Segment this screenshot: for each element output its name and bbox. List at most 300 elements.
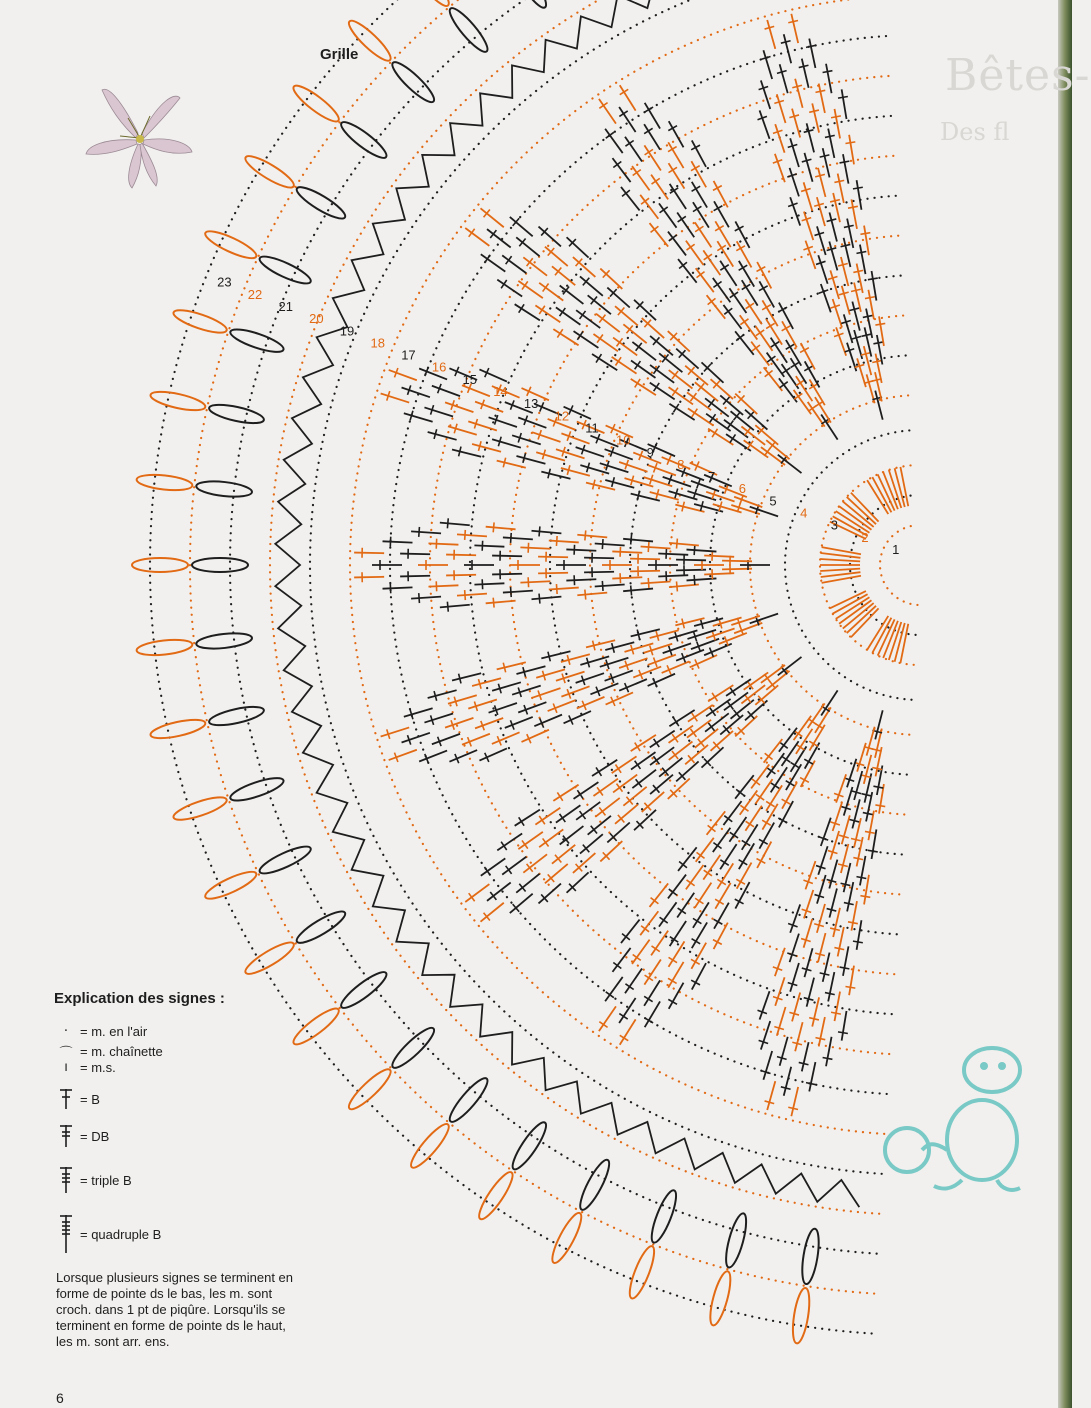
stitch-bar [713,282,721,288]
stitch-post [472,678,501,686]
stitch-post [449,750,477,762]
stitch-bar [625,141,633,147]
stitch-post [767,20,775,49]
stitch-post [505,717,533,728]
stitch-post [605,670,633,680]
stitch-bar [615,357,621,365]
stitch-post [676,650,704,661]
stitch-bar [619,1014,627,1019]
stitch-bar [756,794,764,800]
stitch-post [802,59,809,88]
puff-stitch [508,0,551,11]
stitch-bar [493,598,494,608]
stitch-bar [677,581,678,591]
stitch-post [819,84,825,113]
stitch-post [595,543,625,545]
stitch-post [868,811,874,840]
puff-stitch [202,227,259,263]
stitch-post [842,1011,847,1041]
stitch-post [552,845,575,864]
stitch-bar [447,602,448,612]
stitch-bar [673,718,678,726]
stitch-post [404,708,433,716]
stitch-bar [669,167,677,172]
stitch-bar [815,1038,825,1040]
stitch-post [381,727,410,736]
legend-item-b [58,1088,100,1110]
legend-label: = quadruple B [80,1226,162,1242]
stitch-post [854,818,861,847]
stitch-bar [484,867,490,875]
stitch-bar [845,142,855,144]
stitch-bar [694,575,695,585]
stitch-wedges [354,14,908,1116]
stitch-post [532,688,560,698]
stitch-post [791,14,798,43]
stitch-post [857,264,863,293]
stitch-post [857,920,862,950]
stitch-bar [873,342,883,344]
stitch-post [696,838,714,862]
stitch-post [389,750,417,760]
stitch-post [696,268,714,292]
puff-stitch [790,1287,813,1345]
puff-stitch [575,1157,613,1213]
stitch-post [833,908,840,937]
stitch-post [607,823,629,843]
stitch-bar [799,1062,809,1064]
chain-ring [350,0,884,1134]
puff-stitch [647,1188,681,1245]
stitch-bar [834,948,844,950]
stitch-bar [633,170,641,176]
stitch-post [586,483,615,490]
stitch-bar [767,768,775,774]
stitch-post [536,452,565,460]
stitch-bar [868,850,878,852]
stitch-post [866,792,872,821]
legend-item-slip [58,1042,163,1061]
stitch-post [836,774,846,802]
round-numbers [217,275,899,557]
round-number: 20 [309,311,324,327]
stitch-post [704,555,734,556]
stitch-post [596,798,620,816]
stitch-post [642,318,664,338]
stitch-bar [809,1018,819,1020]
stitch-post [833,803,842,832]
stitch-post [536,669,565,677]
stitch-bar [668,147,677,152]
stitch-post [779,303,793,329]
stitch-bar [853,941,863,943]
legend-label: = m. chaînette [80,1044,163,1059]
stitch-post [623,787,646,806]
stitch-bar [825,135,835,137]
background-heading: Bêtes- [945,50,1091,101]
stitch-post [538,573,568,574]
stitch-bar [851,289,861,291]
round-number: 1 [892,542,900,557]
puff-stitch [722,1212,750,1270]
stitch-post [472,444,501,452]
stitch-post [383,541,413,542]
fan-stitch [820,569,860,571]
stitch-bar [771,783,779,788]
stitch-post [492,682,521,690]
stitch-post [503,537,533,539]
stitch-bar [782,368,790,374]
stitch-post [518,702,546,712]
stitch-post [662,457,690,469]
stitch-post [580,834,603,853]
stitch-post [588,816,611,835]
stitch-post [428,690,457,698]
stitch-bar [856,252,866,254]
stitch-bar [501,842,507,850]
round-number: 15 [462,371,477,387]
stitch-bar [539,594,540,604]
stitch-post [844,314,853,343]
stitch-post [817,904,825,933]
stitch-post [779,801,793,827]
stitch-post [804,890,813,919]
stitch-post [757,262,771,288]
stitch-bar [851,838,861,840]
stitch-post [760,991,770,1019]
stitch-bar [419,593,420,603]
stitch-post [633,667,661,678]
stitch-post [678,847,697,871]
stitch-post [510,217,533,236]
stitch-bar [635,379,640,387]
stitch-post [532,432,560,442]
stitch-bar [766,801,774,806]
stitch-post [400,576,430,577]
stitch-bar [645,149,653,154]
puff-stitch [508,1119,551,1173]
puff-stitch [293,907,348,948]
puff-stitch [196,479,253,499]
stitch-post [448,695,477,703]
stitch-post [648,655,676,665]
stitch-post [804,212,813,241]
stitch-bar [602,581,603,591]
stitch-post [857,837,863,866]
stitch-post [411,597,441,599]
stitch-bar [860,896,870,898]
stitch-post [615,804,638,823]
stitch-bar [585,530,586,540]
stitch-post [833,299,842,328]
stitch-post [612,158,630,182]
stitch-bar [539,526,540,536]
stitch-post [448,426,477,434]
stitch-bar [644,996,652,1001]
stitch-bar [840,967,850,969]
stitch-post [486,527,516,530]
stitch-post [402,387,430,397]
stitch-post [662,661,690,673]
legend-item-sc [58,1060,116,1075]
stitch-post [552,266,575,285]
stitch-bar [780,742,788,748]
stitch-post [631,494,660,501]
stitch-post [777,1007,786,1036]
round-number: 17 [401,347,416,363]
triple-cross-icon [58,1166,74,1194]
stitch-bar [543,838,549,846]
stitch-bar [809,110,819,112]
legend-label: = triple B [80,1172,132,1188]
stitch-post [595,585,625,587]
stitch-bar [606,992,614,998]
stitch-bar [796,744,804,749]
stitch-post [445,718,473,728]
stitch-bar [806,1083,816,1085]
stitch-post [561,654,590,662]
puff-stitch [388,1023,438,1072]
stitch-post [669,983,684,1009]
stitch-post [534,715,562,727]
stitch-bar [648,578,649,588]
stitch-post [707,295,726,319]
stitch-bar [739,860,748,865]
stitch-bar [704,254,712,260]
stitch-bar [672,388,678,396]
round-number: 8 [677,456,685,472]
stitch-post [479,748,506,760]
round-number: 5 [769,493,777,509]
stitch-post [612,577,642,578]
puff-stitch [625,1244,659,1301]
stitch-post [623,324,646,343]
stitch-post [669,543,699,546]
stitch-bar [715,226,724,231]
stitch-post [804,948,812,977]
legend-label: = m. en l'air [80,1024,148,1039]
stitch-post [841,257,848,286]
stitch-post [389,370,417,380]
stitch-post [790,904,800,932]
stitch-post [650,365,674,383]
stitch-post [631,629,660,636]
stitch-post [605,642,634,650]
stitch-post [767,1081,775,1110]
puff-stitch [345,1065,395,1114]
puff-stitch [228,774,286,805]
stitch-bar [615,764,621,772]
stitch-bar [648,542,649,552]
stitch-post [775,124,784,153]
stitch-post [577,593,607,596]
stitch-bar [853,858,863,860]
stitch-post [842,286,850,315]
stitch-bar [660,917,668,923]
stitch-bar [742,284,750,289]
stitch-post [823,953,830,982]
stitch-post [446,575,476,576]
single-cross-icon [58,1088,74,1110]
stitch-bar [597,335,603,343]
stitch-post [650,747,674,765]
stitch-post [775,948,785,976]
stitch-bar [596,767,601,775]
background-subheading: Des fl [940,118,1010,146]
stitch-post [502,857,526,875]
stitch-bar [692,186,701,191]
stitch-post [354,553,384,554]
stitch-post [804,182,813,211]
puff-stitch [171,793,229,824]
stitch-post [757,842,771,868]
puff-stitch [799,1228,822,1286]
stitch-bar [791,362,799,367]
stitch-bar [519,817,524,825]
round-number: 23 [217,274,232,290]
stitch-bar [522,281,528,289]
stitch-bar [635,743,640,751]
stitch-post [777,94,786,123]
stitch-bar [606,132,614,138]
round-number: 13 [523,396,539,412]
stitch-bar [625,984,633,990]
stitch-bar [654,739,660,747]
stitch-post [539,884,561,904]
stitch-post [497,461,526,468]
stitch-bar [654,383,660,391]
stitch-post [875,391,882,420]
stitch-post [576,447,604,457]
legend-label: = DB [80,1128,110,1144]
stitch-post [819,1017,825,1046]
stitch-post [584,572,614,573]
stitch-bar [739,265,748,270]
stitch-bar [577,790,583,798]
bar-icon: ı [64,1060,68,1075]
stitch-bar [620,1035,628,1040]
stitch-post [560,286,584,304]
round-number: 19 [339,323,355,339]
stitch-post [400,554,430,555]
stitch-post [590,683,618,694]
stitch-post [790,963,799,992]
stitch-bar [692,939,701,944]
stitch-post [761,80,770,109]
stitch-post [549,588,579,590]
stitch-post [532,597,562,600]
stitch-post [632,342,656,360]
stitch-post [833,193,840,222]
stitch-bar [465,590,466,600]
stitch-post [548,700,576,711]
stitch-bar [447,518,448,528]
chain-ring [270,0,879,1214]
stitch-post [775,154,785,182]
stitch-post [492,556,522,557]
stitch-bar [672,734,678,742]
stitch-post [474,583,504,584]
stitch-post [864,226,869,256]
stitch-bar [762,305,771,310]
stitch-post [658,575,688,576]
stitch-bar [840,161,850,163]
stitch-post [659,353,682,372]
stitch-post [706,628,734,638]
stitch-bar [617,784,623,792]
stitch-bar [865,831,875,833]
stitch-bar [809,384,818,389]
stitch-post [520,547,550,548]
stitch-post [522,730,549,742]
stitch-post [784,34,791,63]
stitch-bar [484,255,490,263]
stitch-post [584,558,614,559]
stitch-bar [617,338,623,346]
stitch-post [828,972,834,1001]
stitch-post [612,948,630,972]
stitch-post [669,121,684,147]
stitch-bar [694,545,695,555]
stitch-bar [752,345,760,351]
stitch-bar [740,805,748,811]
stitch-bar [806,45,816,47]
round-number: 14 [493,384,508,399]
round-number: 11 [585,420,599,436]
puff-stitch [242,151,297,192]
stitch-post [419,751,447,762]
turtle-stamp-icon [872,1040,1032,1200]
puff-stitch [445,4,492,56]
stitch-bar [861,794,871,796]
stitch-post [737,241,752,267]
stitch-bar [791,762,799,767]
stitch-bar [539,816,545,824]
stitch-post [623,539,653,542]
stitch-post [658,553,688,554]
stitch-post [462,734,490,745]
stitch-post [650,336,673,355]
chain-ring [880,525,917,605]
stitch-bar [673,404,678,412]
stitch-post [812,997,819,1026]
stitch-post [502,255,526,273]
stitch-bar [557,329,562,337]
stitch-post [428,432,457,440]
stitch-bar [856,877,866,879]
stitch-bar [838,96,848,98]
stitch-post [475,402,503,412]
puff-stitch [257,842,314,878]
puff-stitch [208,703,266,729]
stitch-bar [710,708,716,716]
stitch-post [613,775,637,793]
puff-stitch [548,1210,586,1266]
puff-stitch [293,182,348,223]
stitch-post [687,550,717,552]
stitch-post [723,305,741,329]
stitch-post [648,674,675,686]
stitch-bar [602,539,603,549]
stitch-post [650,775,673,794]
stitch-bar [678,216,686,222]
stitch-bar [820,973,830,975]
stitch-post [474,545,504,546]
stitch-bar [799,65,809,67]
stitch-post [804,153,812,182]
stitch-post [723,801,741,825]
stitch-post [875,710,882,739]
